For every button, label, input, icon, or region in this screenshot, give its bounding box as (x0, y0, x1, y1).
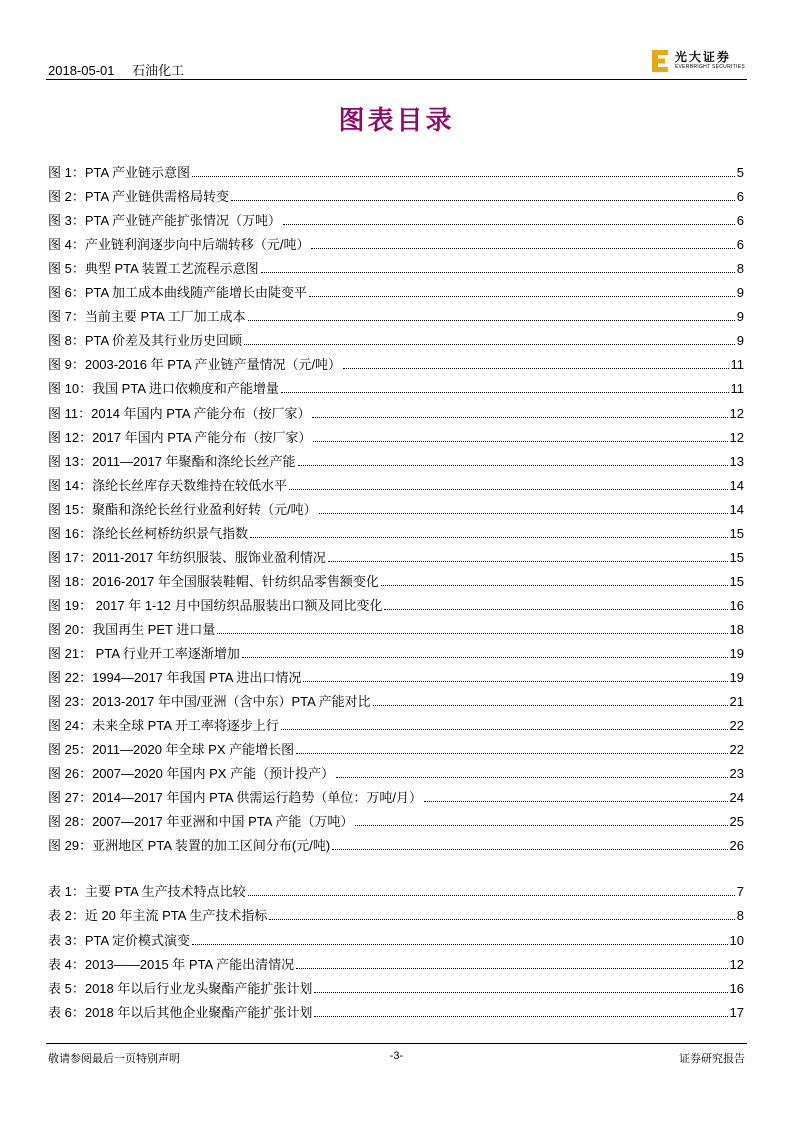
toc-figure-entry-page: 22 (729, 742, 744, 758)
toc-figure-entry-page: 6 (736, 189, 744, 205)
report-date: 2018-05-01 (48, 63, 115, 78)
dot-leader (192, 943, 727, 945)
toc-figure-entry-title: 图 13：2011—2017 年聚酯和涤纶长丝产能 (48, 453, 296, 469)
toc-figure-entry-title: 图 20：我国再生 PET 进口量 (48, 621, 216, 637)
dot-leader (217, 632, 727, 634)
dot-leader (424, 800, 728, 802)
toc-figure-entry-title: 图 8：PTA 价差及其行业历史回顾 (48, 333, 243, 349)
toc-table-entry[interactable] (48, 973, 744, 997)
toc-figure-entry-title: 图 29：亚洲地区 PTA 装置的加工区间分布(元/吨) (48, 838, 331, 854)
dot-leader (381, 584, 728, 586)
toc-figure-entry-page: 22 (729, 718, 744, 734)
toc-table-entry-page: 10 (729, 932, 744, 948)
toc-figure-entry-page: 9 (736, 333, 744, 349)
toc-figure-entry-title: 图 12：2017 年国内 PTA 产能分布（按厂家） (48, 429, 312, 445)
toc-table-entry[interactable] (48, 876, 744, 900)
toc-figure-entry-title: 图 14：涤纶长丝库存天数维持在较低水平 (48, 477, 288, 493)
toc-figure-entry-title: 图 3：PTA 产业链产能扩张情况（万吨） (48, 213, 282, 229)
toc-figure-entry-title: 图 24：未来全球 PTA 开工率将逐步上行 (48, 718, 279, 734)
toc-figure-entry[interactable] (48, 397, 744, 421)
dot-leader (303, 680, 727, 682)
dot-leader (231, 199, 735, 201)
toc-figure-entry[interactable] (48, 301, 744, 325)
toc-figure-entry-title: 图 15：聚酯和涤纶长丝行业盈利好转（元/吨） (48, 501, 317, 517)
toc-table-entry-page: 16 (729, 980, 744, 996)
toc-figure-entry[interactable] (48, 662, 744, 686)
toc-figure-entry-page: 9 (736, 309, 744, 325)
toc-figure-entry-title: 图 1：PTA 产业链示意图 (48, 165, 191, 181)
dot-leader (283, 223, 735, 225)
toc-figure-entry-title: 图 2：PTA 产业链供需格局转变 (48, 189, 230, 205)
dot-leader (250, 536, 727, 538)
toc-table-entry-title: 表 3：PTA 定价模式演变 (48, 932, 191, 948)
toc-figure-entry-page: 18 (729, 621, 744, 637)
dot-leader (281, 728, 728, 730)
header-divider (46, 79, 747, 80)
dot-leader (311, 247, 734, 249)
dot-leader (319, 512, 728, 514)
dot-leader (309, 295, 735, 297)
toc-figure-entry-title: 图 17：2011-2017 年纺织服装、服饰业盈利情况 (48, 549, 326, 565)
toc-figure-entry[interactable] (48, 229, 744, 253)
toc-table-entry-title: 表 6：2018 年以后其他企业聚酯产能扩张计划 (48, 1004, 313, 1020)
dot-leader (336, 776, 727, 778)
toc-figure-entry[interactable] (48, 686, 744, 710)
toc-figure-entry-title: 图 16：涤纶长丝柯桥纺织景气指数 (48, 525, 249, 541)
toc-figure-entry-title: 图 11：2014 年国内 PTA 产能分布（按厂家） (48, 405, 311, 421)
company-logo (652, 50, 745, 72)
toc-table-entry[interactable] (48, 924, 744, 948)
toc-figure-entry-title: 图 22：1994—2017 年我国 PTA 进出口情况 (48, 670, 302, 686)
toc-figure-entry-page: 9 (736, 285, 744, 301)
toc-table-entry-page: 12 (729, 956, 744, 972)
toc-figure-entry-title: 图 6：PTA 加工成本曲线随产能增长由陡变平 (48, 285, 308, 301)
toc-table-entry-title: 表 1：主要 PTA 生产技术特点比较 (48, 884, 246, 900)
dot-leader (281, 391, 729, 393)
toc-figure-entry-page: 6 (736, 237, 744, 253)
page-header (48, 60, 198, 79)
dot-leader (298, 464, 728, 466)
toc-figure-entry[interactable] (48, 205, 744, 229)
toc-figure-entry[interactable] (48, 590, 744, 614)
dot-leader (343, 367, 728, 369)
toc-figure-entry[interactable] (48, 782, 744, 806)
toc-figure-entry[interactable] (48, 638, 744, 662)
toc-table-entry[interactable] (48, 997, 744, 1021)
dot-leader (328, 560, 728, 562)
dot-leader (296, 752, 727, 754)
toc-figure-entry[interactable] (48, 566, 744, 590)
toc-figure-entry-title: 图 25：2011—2020 年全球 PX 产能增长图 (48, 742, 295, 758)
toc-figure-entry-title: 图 7：当前主要 PTA 工厂加工成本 (48, 309, 246, 325)
toc-figure-entry-page: 15 (729, 549, 744, 565)
toc-table-entry-title: 表 2：近 20 年主流 PTA 生产技术指标 (48, 908, 268, 924)
toc-figure-entry[interactable] (48, 734, 744, 758)
footer-divider (46, 1043, 747, 1044)
toc-figure-entry-title: 图 28：2007—2017 年亚洲和中国 PTA 产能（万吨） (48, 814, 354, 830)
report-sector: 石油化工 (132, 63, 185, 78)
toc-figure-entry-page: 14 (729, 477, 744, 493)
dot-leader (261, 271, 735, 273)
toc-figure-entry[interactable] (48, 349, 744, 373)
toc-figure-entry-page: 19 (729, 645, 744, 661)
toc-figure-entry-title: 图 9：2003-2016 年 PTA 产业链产量情况（元/吨） (48, 357, 342, 373)
dot-leader (314, 1015, 727, 1017)
toc-list (48, 157, 744, 1021)
toc-figure-entry-title: 图 10：我国 PTA 进口依赖度和产能增量 (48, 381, 279, 397)
toc-figure-entry-page: 11 (730, 357, 744, 373)
toc-figure-entry[interactable] (48, 277, 744, 301)
dot-leader (384, 608, 727, 610)
toc-figure-entry[interactable] (48, 710, 744, 734)
toc-figure-entry-page: 12 (729, 405, 744, 421)
dot-leader (248, 894, 735, 896)
toc-figure-entry[interactable] (48, 157, 744, 181)
toc-figure-entry-title: 图 19： 2017 年 1-12 月中国纺织品服装出口额及同比变化 (48, 597, 383, 613)
dot-leader (296, 967, 727, 969)
dot-leader (312, 416, 727, 418)
toc-figure-entry-title: 图 26：2007—2020 年国内 PX 产能（预计投产） (48, 766, 335, 782)
page-number: -3- (389, 1050, 404, 1062)
toc-figure-entry[interactable] (48, 253, 744, 277)
dot-leader (355, 824, 727, 826)
toc-figure-entry-page: 5 (736, 165, 744, 181)
toc-figure-entry[interactable] (48, 181, 744, 205)
footer-disclaimer: 敬请参阅最后一页特别声明 (48, 1053, 180, 1065)
toc-figure-entry[interactable] (48, 325, 744, 349)
section-gap (48, 854, 744, 876)
toc-table-entry-title: 表 4：2013——2015 年 PTA 产能出清情况 (48, 956, 295, 972)
toc-figure-entry[interactable] (48, 422, 744, 446)
toc-table-entry[interactable] (48, 949, 744, 973)
toc-figure-entry-page: 15 (729, 573, 744, 589)
dot-leader (332, 848, 727, 850)
figure-list (48, 157, 744, 854)
toc-table-entry-title: 表 5：2018 年以后行业龙头聚酯产能扩张计划 (48, 980, 313, 996)
toc-figure-entry-page: 12 (729, 429, 744, 445)
toc-figure-entry[interactable] (48, 806, 744, 830)
dot-leader (192, 175, 735, 177)
toc-figure-entry-page: 14 (729, 501, 744, 517)
toc-table-entry-page: 7 (736, 884, 744, 900)
toc-figure-entry[interactable] (48, 542, 744, 566)
toc-figure-entry-page: 11 (730, 381, 744, 397)
toc-figure-entry-page: 25 (729, 814, 744, 830)
dot-leader (248, 319, 735, 321)
toc-figure-entry-page: 15 (729, 525, 744, 541)
toc-figure-entry[interactable] (48, 518, 744, 542)
page-title: 图表目录 (338, 106, 455, 136)
toc-figure-entry[interactable] (48, 830, 744, 854)
toc-figure-entry-title: 图 27：2014—2017 年国内 PTA 供需运行趋势（单位：万吨/月） (48, 790, 422, 806)
toc-figure-entry-page: 13 (729, 453, 744, 469)
logo-mark-icon (652, 50, 670, 72)
toc-figure-entry[interactable] (48, 373, 744, 397)
toc-figure-entry-page: 21 (729, 694, 744, 710)
toc-table-entry-page: 8 (736, 908, 744, 924)
footer-report-type: 证券研究报告 (679, 1053, 745, 1065)
toc-figure-entry-title: 图 23：2013-2017 年中国/亚洲（含中东）PTA 产能对比 (48, 694, 371, 710)
dot-leader (242, 656, 728, 658)
toc-figure-entry-page: 26 (729, 838, 744, 854)
dot-leader (314, 991, 727, 993)
dot-leader (269, 918, 734, 920)
toc-figure-entry[interactable] (48, 758, 744, 782)
dot-leader (244, 343, 735, 345)
toc-figure-entry-page: 23 (729, 766, 744, 782)
toc-figure-entry-page: 24 (729, 790, 744, 806)
toc-figure-entry-page: 6 (736, 213, 744, 229)
dot-leader (313, 440, 727, 442)
toc-table-entry[interactable] (48, 900, 744, 924)
toc-figure-entry-title: 图 4：产业链利润逐步向中后端转移（元/吨） (48, 237, 310, 253)
table-list (48, 876, 744, 1020)
toc-figure-entry-title: 图 5：典型 PTA 装置工艺流程示意图 (48, 261, 259, 277)
toc-figure-entry-page: 16 (729, 597, 744, 613)
toc-figure-entry-title: 图 18：2016-2017 年全国服装鞋帽、针纺织品零售额变化 (48, 573, 379, 589)
toc-figure-entry-title: 图 21： PTA 行业开工率逐渐增加 (48, 645, 240, 661)
toc-figure-entry-page: 19 (729, 670, 744, 686)
logo-name-en: EVERBRIGHT SECURITIES (674, 64, 745, 70)
toc-figure-entry[interactable] (48, 470, 744, 494)
toc-figure-entry[interactable] (48, 446, 744, 470)
logo-name-cn: 光大证券 (674, 50, 731, 64)
dot-leader (373, 704, 728, 706)
toc-figure-entry[interactable] (48, 494, 744, 518)
dot-leader (289, 488, 727, 490)
toc-figure-entry[interactable] (48, 614, 744, 638)
toc-table-entry-page: 17 (729, 1004, 744, 1020)
toc-figure-entry-page: 8 (736, 261, 744, 277)
